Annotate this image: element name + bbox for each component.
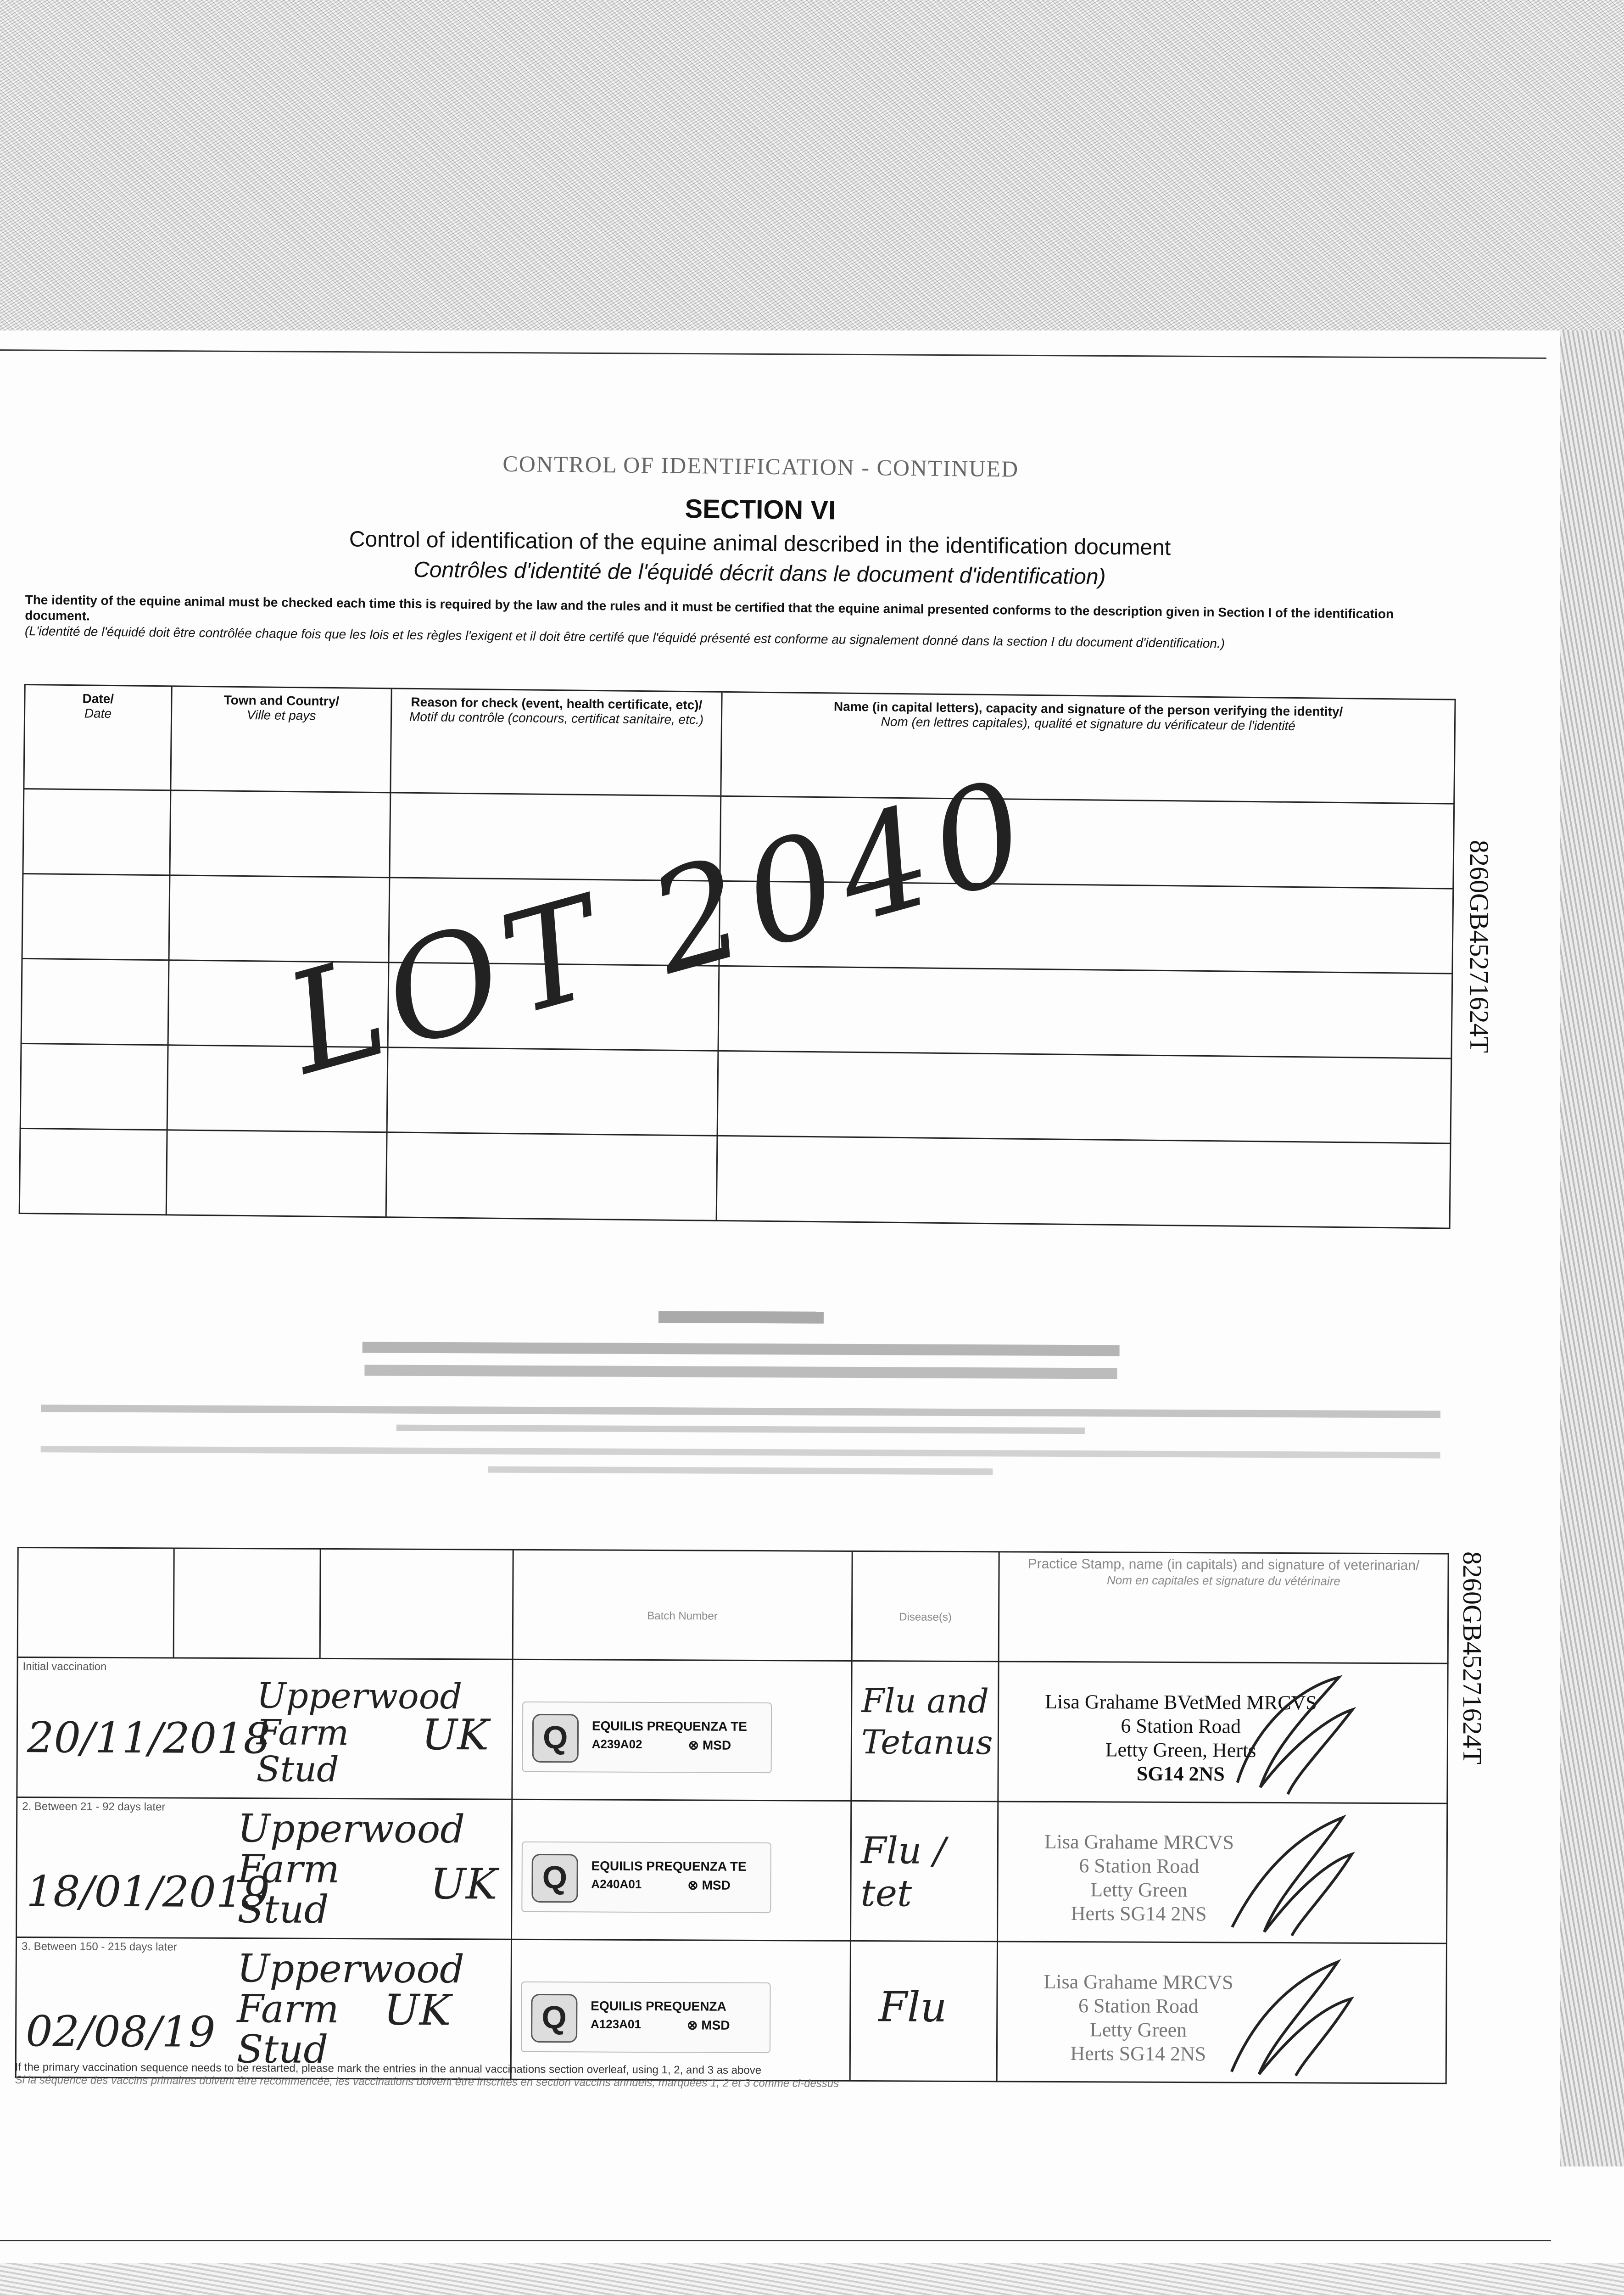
msd-logo-icon: ⊗ MSD xyxy=(687,1877,731,1892)
disease-text: Flu / tet xyxy=(860,1829,946,1915)
vaccine-sticker xyxy=(521,1842,771,1913)
vaccine-cell xyxy=(512,1659,852,1801)
scan-noise-overlay xyxy=(0,0,1624,330)
vaccination-table xyxy=(15,1547,1449,2084)
vaccine-cell xyxy=(511,1939,851,2081)
batch-number: A240A01 xyxy=(591,1877,642,1891)
col-verifier xyxy=(720,692,1455,804)
stamp-line: Letty Green xyxy=(1089,2018,1187,2042)
entry-place: Upperwood Farm Stud xyxy=(237,1806,465,1932)
col-town-fr: Ville et pays xyxy=(246,708,316,723)
vaccine-sticker xyxy=(522,1702,772,1773)
col-verifier-en: Name (in capital letters), capacity and signature of the person verifying the identity/ xyxy=(833,699,1343,719)
batch-number: A239A02 xyxy=(592,1737,642,1751)
col-vet-en: Practice Stamp, name (in capitals) and signature of veterinarian/ xyxy=(1027,1556,1420,1573)
col-vet-fr: Nom en capitales et signature du vétérinaire xyxy=(1106,1573,1340,1588)
table-header-row xyxy=(24,684,1455,804)
vaccine-sticker xyxy=(521,1982,771,2053)
entry-place: Upperwood Farm Stud xyxy=(256,1675,463,1790)
disease-cell xyxy=(850,1941,997,2081)
vaccine-q-icon: Q xyxy=(531,1994,577,2043)
row-label: 3. Between 150 - 215 days later xyxy=(21,1940,177,1954)
vaccination-header-row xyxy=(17,1548,1448,1664)
col-faded-place xyxy=(173,1548,321,1658)
stamp-line: Herts SG14 2NS xyxy=(1070,2042,1206,2066)
vaccination-sheet xyxy=(15,1308,1533,2187)
faded-intro-line xyxy=(41,1405,1440,1418)
title-french: Contrôles d'identité de l'équidé décrit dans le document d'identification) xyxy=(413,557,1106,589)
col-batch-label: Batch Number xyxy=(647,1609,718,1623)
section-title: SECTION VI xyxy=(685,494,836,526)
scan-edge-right xyxy=(1560,330,1624,2166)
entry-cell xyxy=(16,1937,511,2079)
entry-country: UK xyxy=(421,1710,489,1760)
table-row xyxy=(19,1128,1451,1228)
faded-intro-line xyxy=(41,1446,1440,1458)
footnote-english: If the primary vaccination sequence needs to be restarted, please mark the entries in the annual vaccinations section overleaf, using 1, 2, and 3 as above xyxy=(15,2060,762,2077)
entry-place: Upperwood Farm Stud xyxy=(236,1946,464,2072)
page-bottom-edge xyxy=(0,2240,1551,2241)
vaccination-row xyxy=(17,1797,1447,1943)
faded-intro-line xyxy=(396,1425,1085,1434)
stamp-line: SG14 2NS xyxy=(1136,1762,1225,1786)
entry-country: UK xyxy=(384,1985,451,2035)
faded-section-heading xyxy=(659,1311,824,1324)
vet-stamp-cell xyxy=(998,1662,1448,1803)
stamp-line: 6 Station Road xyxy=(1121,1714,1241,1738)
vet-signature xyxy=(1219,1668,1357,1797)
col-reason-fr: Motif du contrôle (concours, certificat sanitaire, etc.) xyxy=(409,709,704,727)
table-row xyxy=(20,1043,1451,1143)
side-id-upper: 8260GB45271624T xyxy=(1464,840,1494,1053)
handwritten-lot-number: LOT 2040 xyxy=(271,748,1050,1106)
vaccination-row xyxy=(17,1657,1448,1803)
disease-cell xyxy=(851,1661,999,1801)
faded-intro-line xyxy=(488,1466,993,1475)
col-faded-date xyxy=(17,1548,174,1658)
stamp-line: Lisa Grahame BVetMed MRCVS xyxy=(1045,1690,1317,1714)
col-date-fr: Date xyxy=(84,706,112,721)
stamp-line: Herts SG14 2NS xyxy=(1071,1902,1207,1926)
stamp-line: Lisa Grahame MRCVS xyxy=(1044,1830,1234,1854)
vaccine-name: EQUILIS PREQUENZA TE xyxy=(591,1858,747,1874)
vet-stamp-cell xyxy=(997,1942,1446,2083)
entry-cell xyxy=(17,1657,513,1799)
col-faded-country xyxy=(320,1549,513,1659)
practice-stamp xyxy=(1044,1830,1234,1926)
col-reason xyxy=(391,688,722,796)
entry-date: 02/08/19 xyxy=(25,2007,216,2057)
vaccine-q-icon: Q xyxy=(531,1854,578,1903)
vaccine-cell xyxy=(511,1799,851,1941)
entry-date: 18/01/2019 xyxy=(26,1867,270,1917)
vaccine-q-icon: Q xyxy=(532,1714,579,1763)
msd-logo-icon: ⊗ MSD xyxy=(688,1737,731,1752)
entry-cell xyxy=(17,1797,512,1939)
col-disease xyxy=(852,1551,999,1661)
entry-country: UK xyxy=(430,1859,498,1909)
intro-english: The identity of the equine animal must be checked each time this is required by the law and the rules and it must be certified that the equine animal presented conforms to the description given in Section I of the identification document. xyxy=(25,592,1394,623)
stamp-line: 6 Station Road xyxy=(1079,1854,1199,1878)
scan-edge-bottom xyxy=(0,2263,1624,2295)
footnote-french: Si la séquence des vaccins primaires doivent être recommencée, les vaccinations doivent être inscrites en section vaccins annuels, marquées 1, 2 et 3 comme ci-dessus xyxy=(15,2073,839,2090)
vet-stamp-cell xyxy=(997,1802,1447,1943)
title-english: Control of identification of the equine animal described in the identification document xyxy=(349,527,1171,560)
stamp-line: Letty Green, Herts xyxy=(1105,1738,1256,1762)
row-label: Initial vaccination xyxy=(22,1660,107,1673)
stamp-line: 6 Station Road xyxy=(1078,1994,1199,2018)
page-top-edge xyxy=(0,349,1546,359)
col-date-en: Date/ xyxy=(82,691,114,706)
practice-stamp xyxy=(1044,1970,1233,2066)
stamp-line: Lisa Grahame MRCVS xyxy=(1044,1970,1233,1994)
vet-signature xyxy=(1218,1808,1356,1937)
col-town-en: Town and Country/ xyxy=(223,693,340,709)
side-id-lower: 8260GB45271624T xyxy=(1457,1551,1487,1764)
col-disease-label: Disease(s) xyxy=(899,1611,952,1623)
continued-header: CONTROL OF IDENTIFICATION - CONTINUED xyxy=(502,450,1019,482)
col-verifier-fr: Nom (en lettres capitales), qualité et signature du vérificateur de l'identité xyxy=(881,714,1296,733)
stamp-line: Letty Green xyxy=(1090,1878,1188,1902)
col-veterinarian xyxy=(999,1552,1448,1663)
section-vi-sheet xyxy=(18,367,1542,1301)
col-town xyxy=(171,686,392,793)
faded-title-line xyxy=(364,1365,1117,1379)
disease-cell xyxy=(851,1801,998,1941)
disease-text: Flu xyxy=(878,1983,947,2032)
vet-signature xyxy=(1218,1948,1356,2077)
row-label: 2. Between 21 - 92 days later xyxy=(22,1800,166,1814)
msd-logo-icon: ⊗ MSD xyxy=(687,2017,730,2032)
intro-french: (L'identité de l'équidé doit être contrôlée chaque fois que les lois et les règles l'exigent et il doit être certifé que l'équidé présenté est conforme au signalement donné dans la section I du document d'identification.) xyxy=(24,623,1225,651)
batch-number: A123A01 xyxy=(590,2017,641,2031)
col-date xyxy=(24,684,172,790)
disease-text: Flu and Tetanus xyxy=(861,1681,993,1762)
intro-text xyxy=(25,592,1462,654)
entry-date: 20/11/2018 xyxy=(27,1713,271,1763)
col-reason-en: Reason for check (event, health certificate, etc)/ xyxy=(411,694,703,712)
vaccine-name: EQUILIS PREQUENZA xyxy=(591,1998,726,2014)
vaccine-name: EQUILIS PREQUENZA TE xyxy=(592,1718,748,1734)
col-batch xyxy=(513,1550,852,1661)
faded-title-line xyxy=(363,1342,1120,1356)
